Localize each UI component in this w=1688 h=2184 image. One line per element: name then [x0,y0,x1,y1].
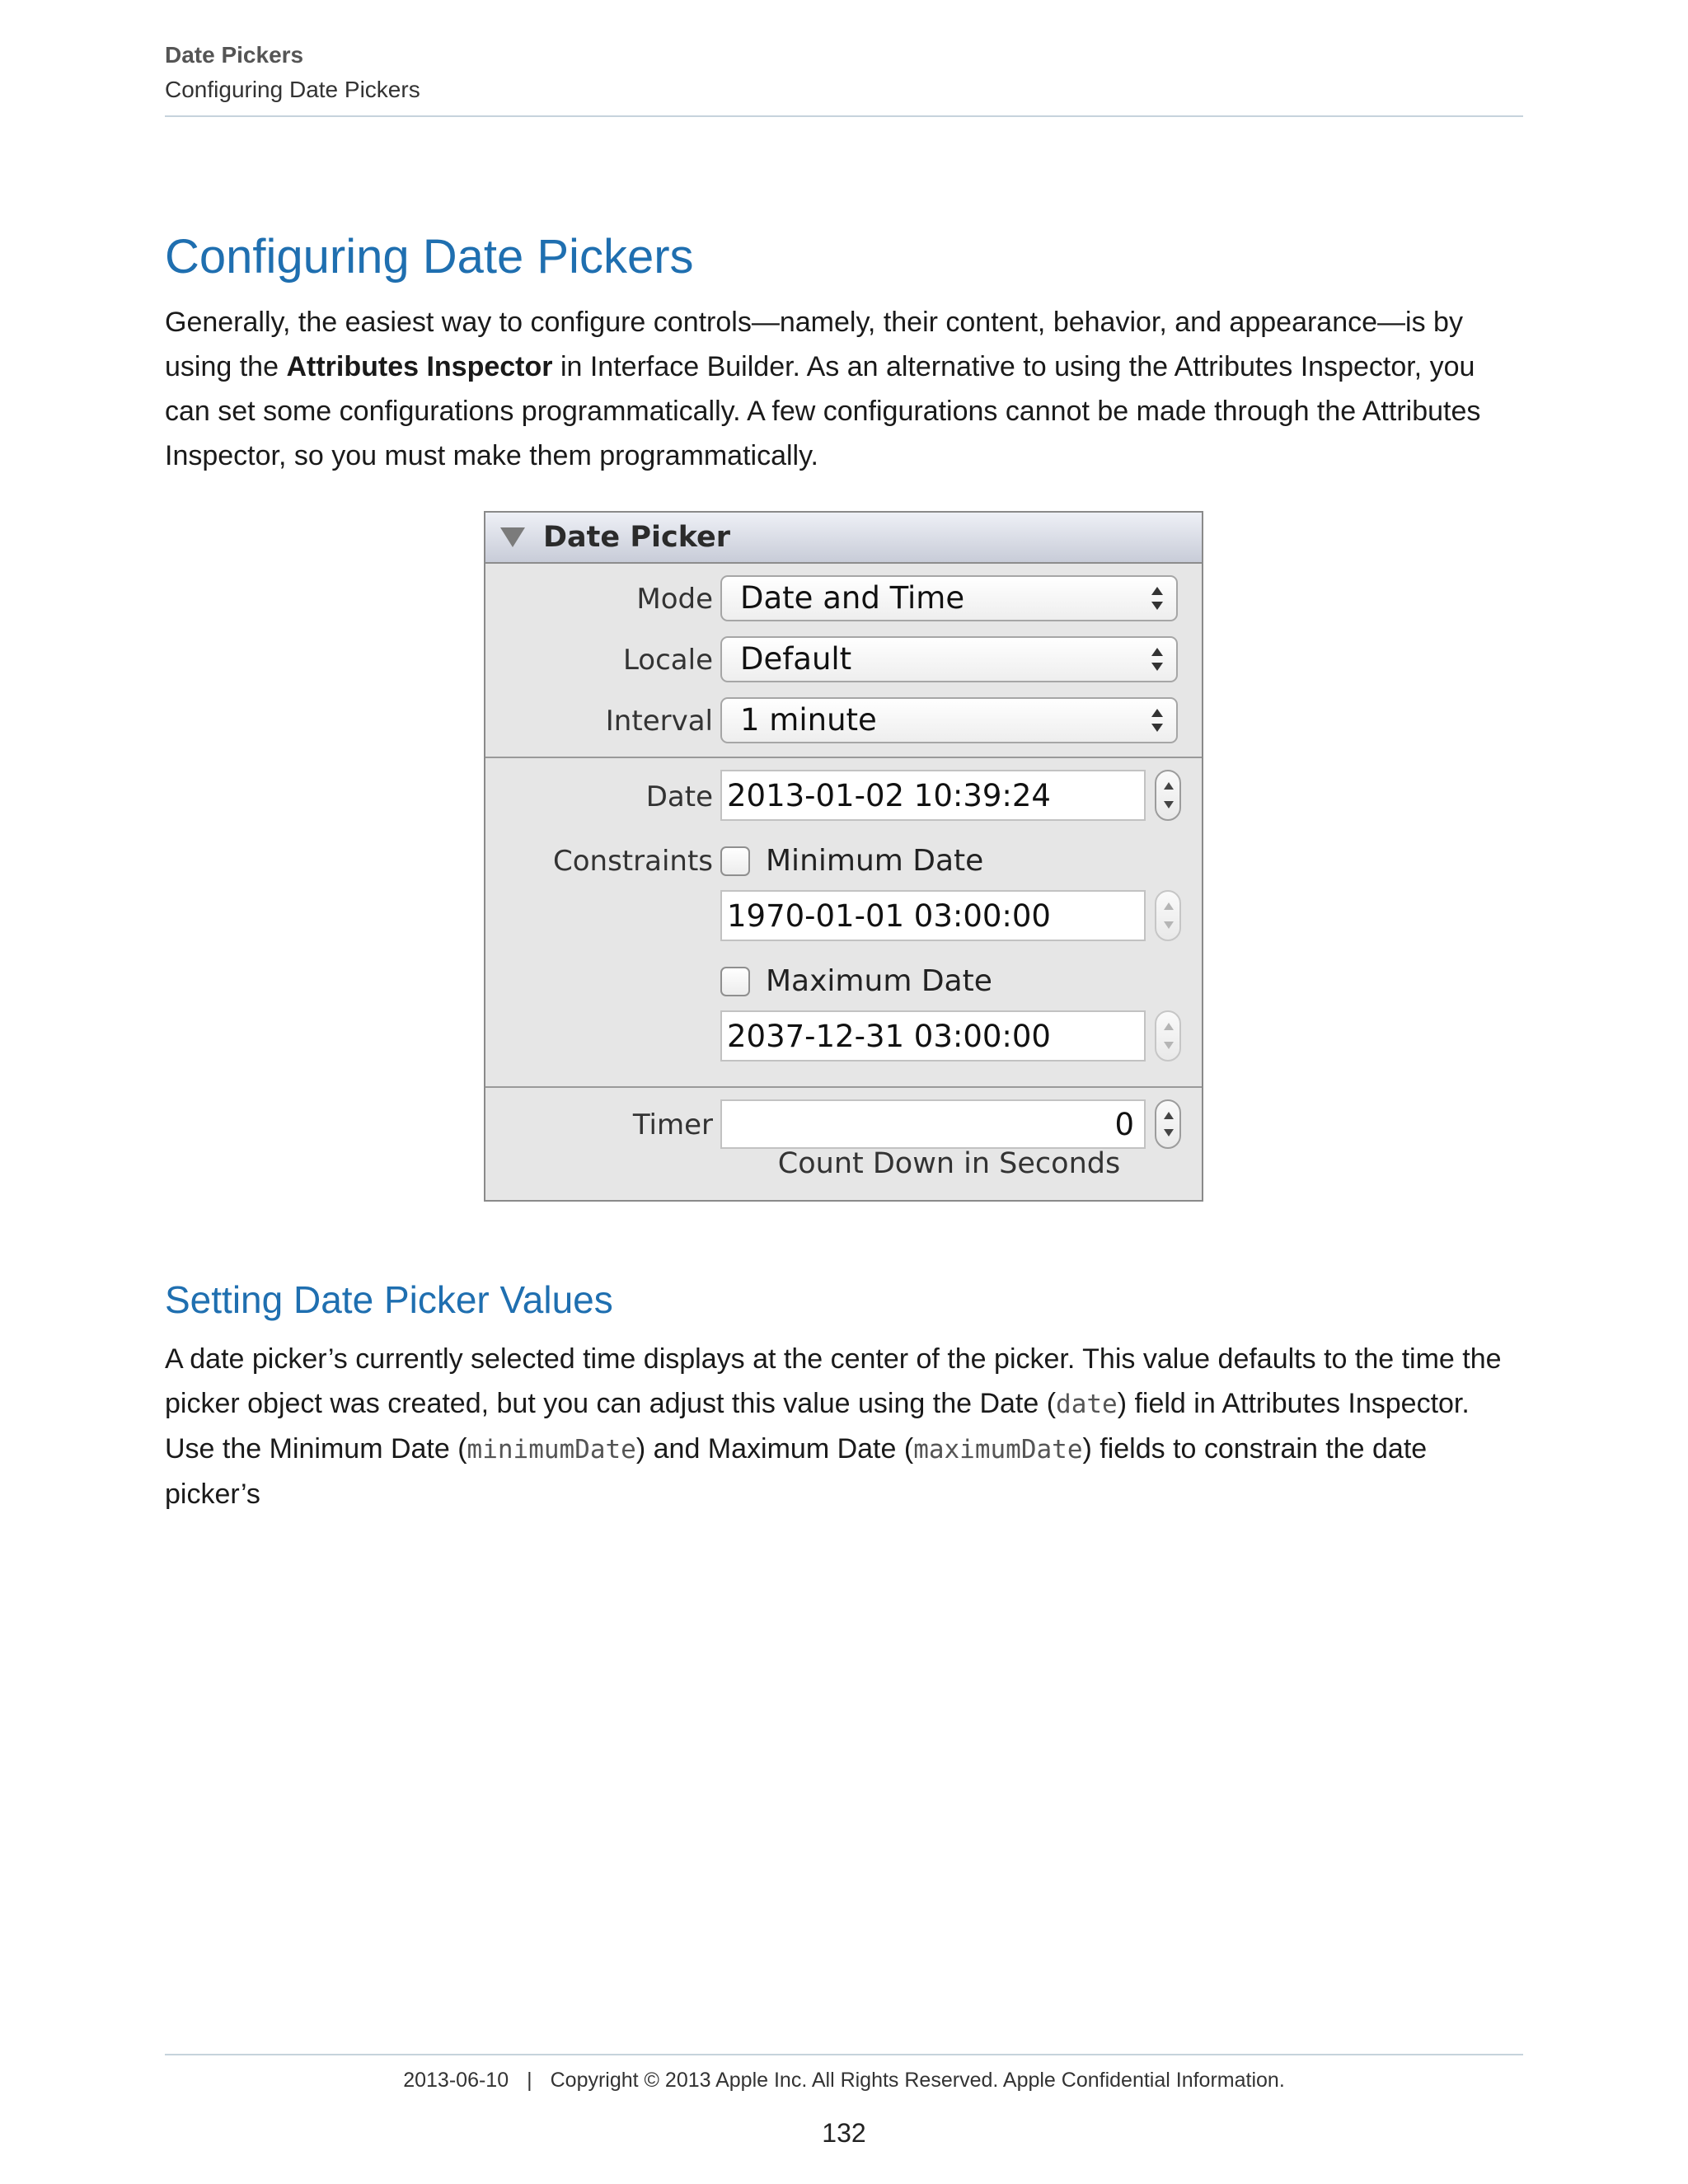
section-heading: Setting Date Picker Values [165,1278,613,1321]
locale-popup[interactable] [720,636,1178,682]
code-date: date [1056,1390,1118,1419]
code-maximum-date: maximumDate [913,1435,1083,1465]
values-text-3: ) and Maximum Date ( [635,1433,914,1465]
page-title: Configuring Date Pickers [165,230,694,284]
footer [165,2065,1523,2095]
min-date-label: Minimum Date [766,844,984,878]
intro-text-2: in Interface Builder. As an alternative to using the Attributes Inspector, you can set some configurations programmatically. A few configurations cannot be made through the Attributes Inspector, so you must make them programmatically. [165,351,1481,471]
max-date-field-row [485,1010,1202,1058]
footer-divider [165,2054,1523,2055]
intro-paragraph [165,300,1525,478]
max-date-label: Maximum Date [766,964,992,998]
inspector-header[interactable] [485,513,1202,564]
inspector-section-general [485,564,1202,758]
values-text-1: A date picker’s currently selected time displays at the center of the picker. This value defaults to the time the picker object was created, but you can adjust this value using the Date ( [165,1343,1502,1419]
date-stepper[interactable] [1155,770,1181,821]
date-field[interactable] [720,770,1146,821]
date-picker-inspector [484,511,1203,1202]
mode-popup[interactable] [720,575,1178,621]
mode-value: Date and Time [740,580,965,616]
locale-value: Default [740,641,852,677]
min-date-field-row [485,890,1202,938]
intro-text-1: Generally, the easiest way to configure controls—namely, their content, behavior, and appearance—is by using the [165,307,1463,382]
locale-row [485,636,1202,684]
timer-stepper[interactable] [1155,1099,1181,1149]
mode-row [485,575,1202,623]
constraints-label: Constraints [553,845,713,878]
values-paragraph [165,1337,1525,1516]
timer-caption: Count Down in Seconds [777,1147,1121,1180]
timer-row [485,1099,1202,1147]
mode-label: Mode [636,583,713,616]
intro-bold-term: Attributes Inspector [286,351,553,382]
date-row [485,770,1202,818]
max-date-stepper[interactable] [1155,1010,1181,1062]
max-date-row [485,958,1202,1005]
footer-separator: | [527,2069,532,2092]
interval-row [485,697,1202,745]
timer-field[interactable] [720,1099,1146,1149]
popup-arrows-icon [1151,648,1163,671]
header-section: Configuring Date Pickers [165,77,420,102]
interval-value: 1 minute [740,702,877,738]
interval-label: Interval [605,705,713,738]
popup-arrows-icon [1151,587,1163,610]
interval-popup[interactable] [720,697,1178,743]
min-date-field[interactable] [720,890,1146,941]
page-number: 132 [822,2118,866,2148]
values-text-4: ) fields to constrain the date picker’s [165,1433,1428,1510]
values-text-2: ) field in Attributes Inspector. Use the Minimum Date ( [165,1388,1470,1465]
min-date-stepper[interactable] [1155,890,1181,941]
timer-label: Timer [632,1108,713,1141]
footer-copyright: Copyright © 2013 Apple Inc. All Rights Reserved. Apple Confidential Information. [550,2069,1285,2092]
page-header [165,38,1523,117]
locale-label: Locale [622,644,713,677]
date-label: Date [645,780,713,813]
inspector-section-dates [485,758,1202,1088]
min-date-row [485,837,1202,885]
inspector-title: Date Picker [543,521,731,554]
disclosure-triangle-icon[interactable] [500,527,525,547]
max-date-checkbox[interactable] [720,967,750,996]
min-date-checkbox[interactable] [720,846,750,876]
header-chapter: Date Pickers [165,42,304,68]
inspector-section-timer [485,1088,1202,1200]
max-date-field[interactable] [720,1010,1146,1062]
code-minimum-date: minimumDate [467,1435,636,1465]
footer-date: 2013-06-10 [403,2069,509,2092]
popup-arrows-icon [1151,709,1163,732]
